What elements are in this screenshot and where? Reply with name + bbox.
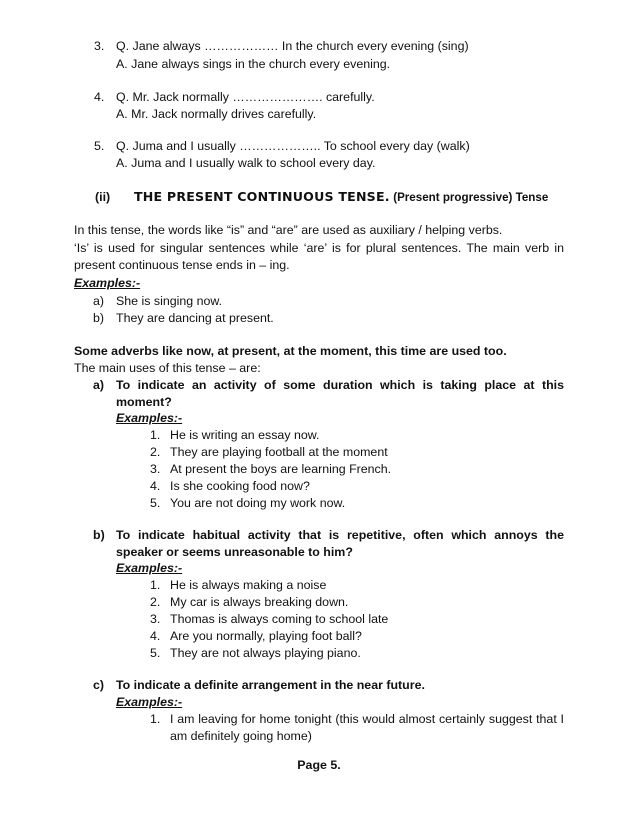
item-number: 1. bbox=[150, 428, 161, 442]
use-heading: To indicate habitual activity that is repetitive, often which annoys the speaker or seems unreasonable to him? bbox=[116, 528, 564, 559]
example-letter: b) bbox=[93, 311, 105, 325]
section-title-line bbox=[134, 188, 548, 206]
item-number: 1. bbox=[150, 578, 161, 592]
question-text: Q. Jane always ……………… In the church every evening (sing) bbox=[116, 39, 469, 53]
examples-label: Examples:- bbox=[116, 695, 183, 709]
item-number: 4. bbox=[150, 629, 161, 643]
intro-line-1: In this tense, the words like “is” and “are” are used as auxiliary / helping verbs. bbox=[74, 223, 503, 237]
answer-text: A. Jane always sings in the church every evening. bbox=[116, 57, 391, 71]
uses-intro: The main uses of this tense – are: bbox=[74, 361, 261, 375]
question-number: 4. bbox=[94, 90, 105, 104]
question-number: 3. bbox=[94, 39, 105, 53]
example-item: I am leaving for home tonight (this would almost certainly suggest that I am definitely going home) bbox=[170, 712, 564, 743]
example-text: She is singing now. bbox=[116, 294, 223, 308]
use-letter: b) bbox=[93, 528, 105, 542]
adverbs-line: Some adverbs like now, at present, at the moment, this time are used too. bbox=[74, 344, 507, 358]
question-number: 5. bbox=[94, 139, 105, 153]
use-letter: c) bbox=[93, 678, 105, 692]
example-item: At present the boys are learning French. bbox=[170, 462, 392, 476]
section-roman-numeral: (ii) bbox=[95, 190, 111, 204]
item-number: 1. bbox=[150, 712, 161, 726]
use-heading: To indicate a definite arrangement in the near future. bbox=[116, 678, 425, 692]
item-number: 2. bbox=[150, 445, 161, 459]
examples-label: Examples:- bbox=[116, 561, 183, 575]
example-item: My car is always breaking down. bbox=[170, 595, 349, 609]
example-item: They are not always playing piano. bbox=[170, 646, 361, 660]
item-number: 5. bbox=[150, 496, 161, 510]
example-text: They are dancing at present. bbox=[116, 311, 274, 325]
example-item: He is always making a noise bbox=[170, 578, 327, 592]
example-item: Are you normally, playing foot ball? bbox=[170, 629, 362, 643]
intro-line-2: ‘Is’ is used for singular sentences while ‘are’ is for plural sentences. The main verb in present continuous tense ends in – ing. bbox=[74, 241, 564, 272]
question-text: Q. Juma and I usually ……………….. To school every day (walk) bbox=[116, 139, 470, 153]
item-number: 3. bbox=[150, 612, 161, 626]
item-number: 3. bbox=[150, 462, 161, 476]
item-number: 5. bbox=[150, 646, 161, 660]
examples-label: Examples:- bbox=[116, 411, 183, 425]
example-item: Thomas is always coming to school late bbox=[170, 612, 389, 626]
use-heading: To indicate an activity of some duration which is taking place at this moment? bbox=[116, 378, 564, 409]
example-item: You are not doing my work now. bbox=[170, 496, 346, 510]
example-item: Is she cooking food now? bbox=[170, 479, 310, 493]
example-item: He is writing an essay now. bbox=[170, 428, 320, 442]
page-number: Page 5. bbox=[297, 758, 341, 772]
answer-text: A. Mr. Jack normally drives carefully. bbox=[116, 107, 317, 121]
item-number: 4. bbox=[150, 479, 161, 493]
answer-text: A. Juma and I usually walk to school every day. bbox=[116, 156, 376, 170]
item-number: 2. bbox=[150, 595, 161, 609]
example-letter: a) bbox=[93, 294, 105, 308]
section-subtitle: (Present progressive) Tense bbox=[393, 191, 549, 204]
question-text: Q. Mr. Jack normally …………………. carefully. bbox=[116, 90, 375, 104]
example-item: They are playing football at the moment bbox=[170, 445, 388, 459]
examples-label: Examples:- bbox=[74, 276, 141, 290]
use-letter: a) bbox=[93, 378, 105, 392]
section-title: THE PRESENT CONTINUOUS TENSE. bbox=[134, 189, 390, 204]
